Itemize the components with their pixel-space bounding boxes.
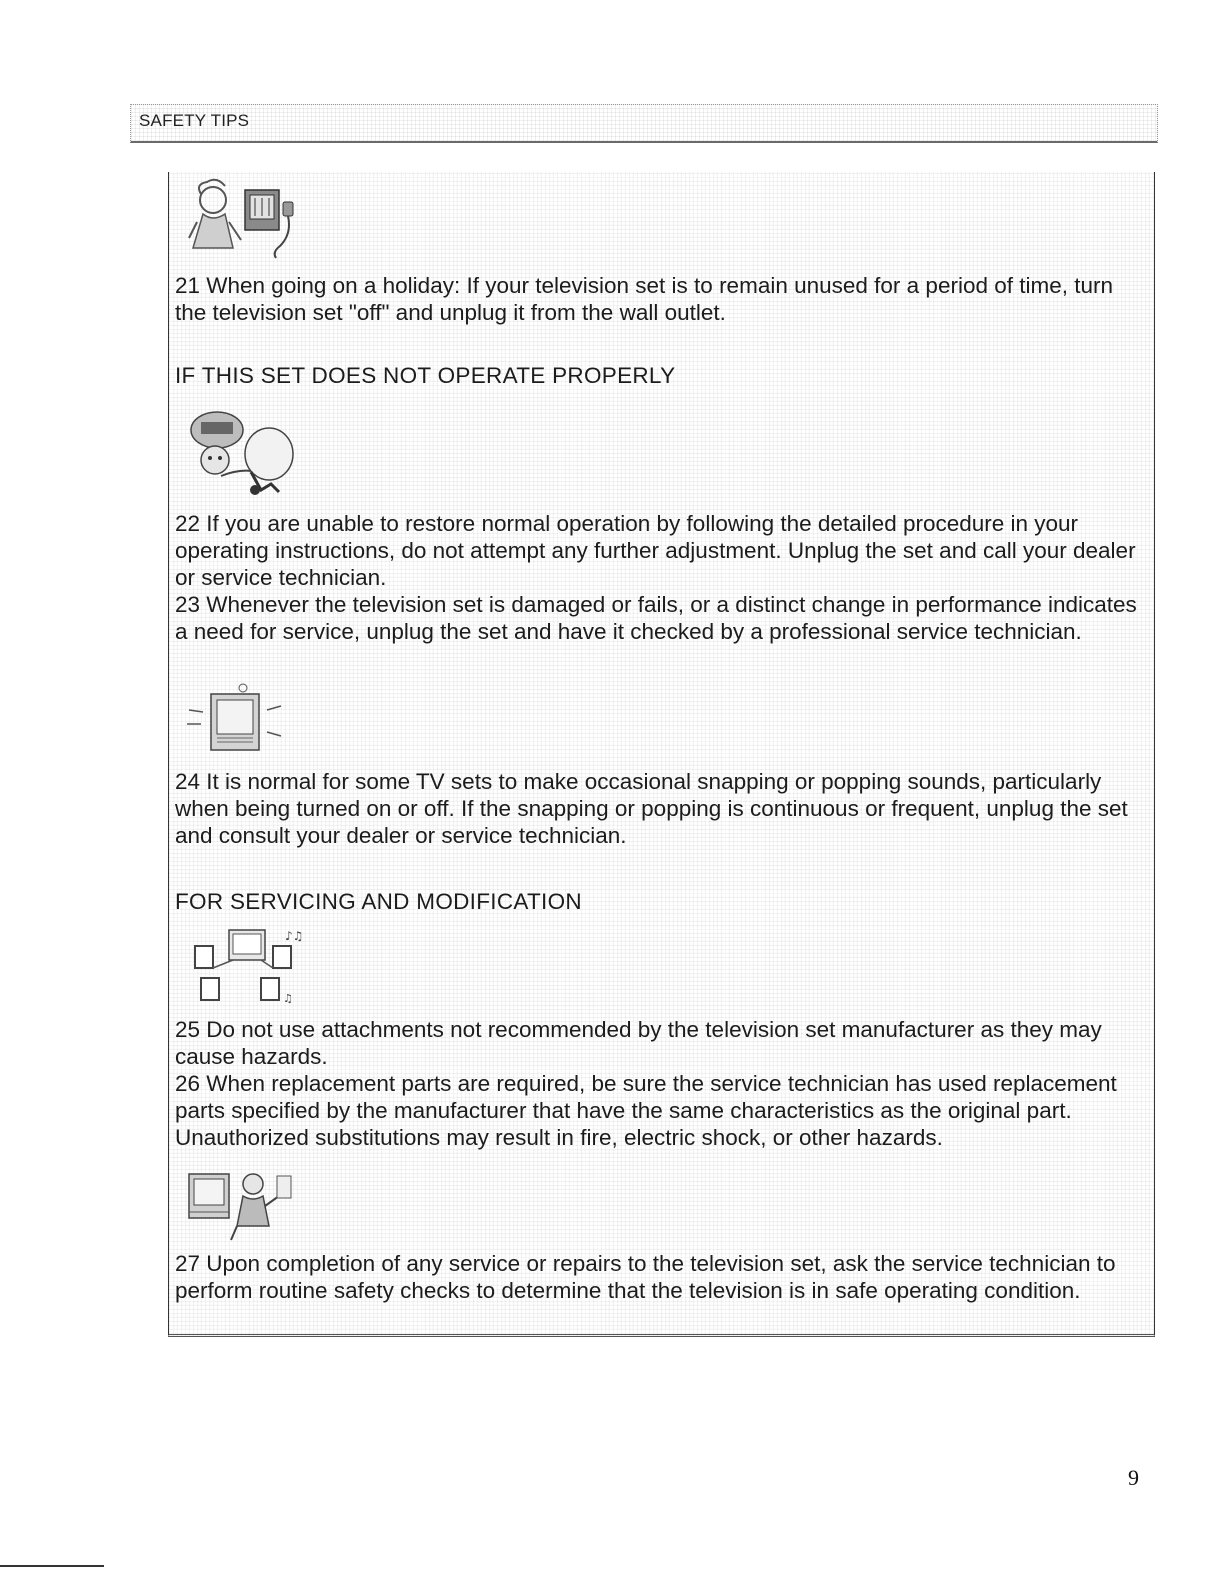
safety-check-icon: [181, 1162, 301, 1244]
popping-tv-icon: [181, 680, 291, 760]
heading-servicing: FOR SERVICING AND MODIFICATION: [175, 889, 582, 914]
tip-27: 27 Upon completion of any service or repairs to the television set, ask the service technician to perform routine safety checks to determine that the television is in safe operating condition.: [175, 1251, 1116, 1303]
holiday-unplug-icon: [181, 178, 301, 262]
safety-tips-panel: [168, 172, 1155, 1337]
svg-text:♫: ♫: [283, 992, 293, 1005]
tip-25: 25 Do not use attachments not recommended by the television set manufacturer as they may cause hazards.: [175, 1017, 1102, 1069]
tip-24: 24 It is normal for some TV sets to make occasional snapping or popping sounds, particularly when being turned on or off. If the snapping or popping is continuous or frequent, unplug the set and consult your dealer or service technician.: [175, 769, 1128, 848]
tip-26: 26 When replacement parts are required, be sure the service technician has used replacement parts specified by the manufacturer that have the same characteristics as the original part. Unauthorized substitutions may result in fire, electric shock, or other hazards.: [175, 1071, 1117, 1150]
tip-22: 22 If you are unable to restore normal operation by following the detailed procedure in your operating instructions, do not attempt any further adjustment. Unplug the set and call your dealer or service technician.: [175, 511, 1136, 590]
tip-23: 23 Whenever the television set is damaged or fails, or a distinct change in performance indicates a need for service, unplug the set and have it checked by a professional service technician.: [175, 592, 1137, 644]
section-header-bar: [130, 104, 1158, 143]
svg-text:♪♫: ♪♫: [285, 929, 304, 943]
page-number: 9: [1128, 1465, 1139, 1490]
footer-rule: [0, 1565, 104, 1567]
service-call-icon: [181, 402, 301, 498]
section-header-title: SAFETY TIPS: [139, 111, 250, 130]
attachments-icon: [181, 920, 311, 1012]
tip-21: 21 When going on a holiday: If your television set is to remain unused for a period of time, turn the television set "off" and unplug it from the wall outlet.: [175, 273, 1114, 325]
heading-not-operate: IF THIS SET DOES NOT OPERATE PROPERLY: [175, 363, 676, 388]
